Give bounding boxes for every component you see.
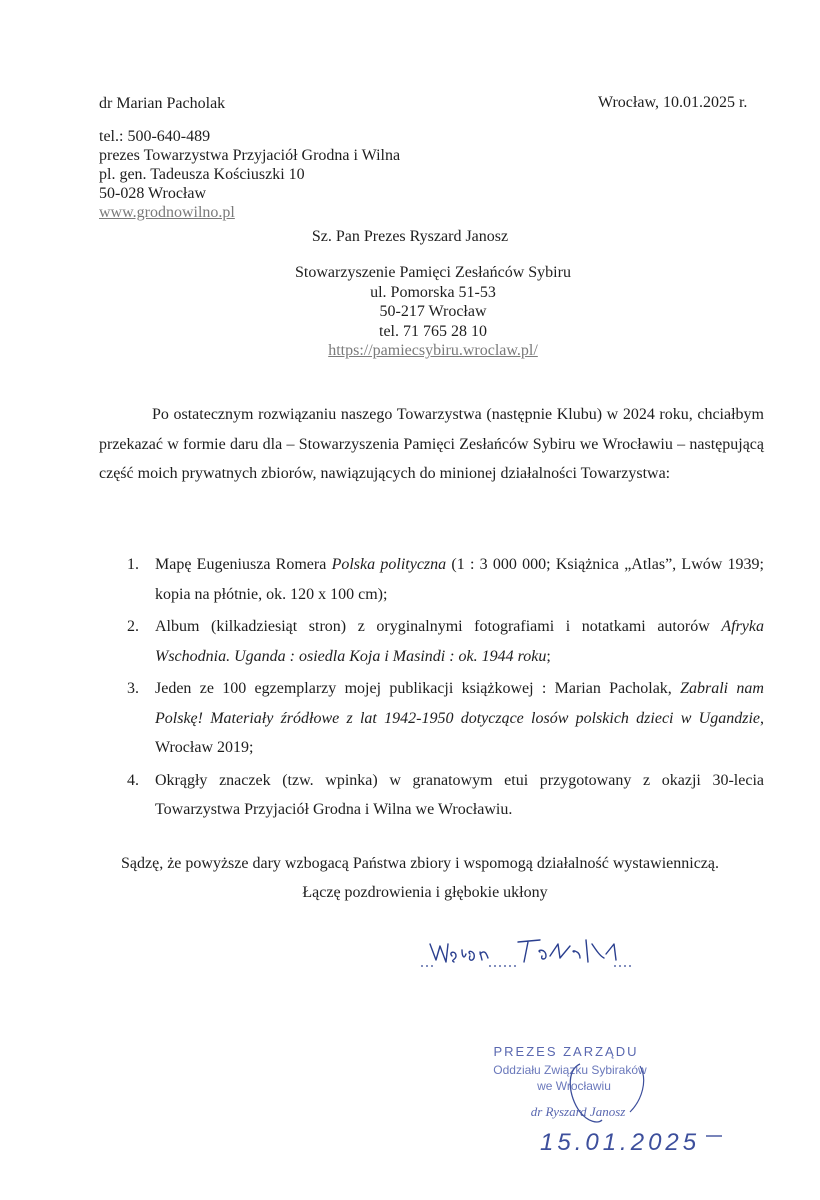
- handwritten-signature: [400, 930, 660, 980]
- list-item-text: Album (kilkadziesiąt stron) z oryginalnymi fotografiami i notatkami autorów: [155, 618, 722, 635]
- sender-city: 50-028 Wrocław: [99, 185, 207, 202]
- letter-date: Wrocław, 10.01.2025 r.: [598, 94, 748, 111]
- list-item-text: Okrągły znaczek (tzw. wpinka) w granatowym etui przygotowany z okazji 30-lecia Towarzystwa Przyjaciół Grodna i Wilna we Wrocławiu.: [155, 771, 764, 818]
- recipient-website-link[interactable]: https://pamiecsybiru.wroclaw.pl/: [328, 342, 538, 359]
- donation-list: [99, 550, 764, 828]
- list-item-number: 4.: [127, 771, 139, 789]
- closing-sentence: Sądzę, że powyższe dary wzbogacą Państwa zbiory i wspomogą działalność wystawienniczą.: [120, 855, 719, 872]
- recipient-block: [278, 263, 588, 361]
- sender-phone: tel.: 500-640-489: [99, 128, 211, 145]
- list-item: [99, 674, 764, 763]
- spacer: [99, 113, 400, 127]
- list-item-number: 2.: [127, 618, 139, 635]
- addressee: Sz. Pan Prezes Ryszard Janosz: [311, 228, 509, 245]
- list-item-text: Jeden ze 100 egzemplarzy mojej publikacji książkowej : Marian Pacholak,: [155, 680, 681, 697]
- list-item-text: Mapę Eugeniusza Romera: [155, 556, 332, 573]
- recipient-city: 50-217 Wrocław: [379, 303, 487, 320]
- list-item-number: 1.: [127, 556, 139, 573]
- list-item-title: Zabrali nam Polskę! Materiały źródłowe z lat 1942-1950 dotyczące losów polskich dzieci w Ugandzie: [155, 680, 764, 727]
- stamp-handwritten-date: 15.01.2025: [540, 1129, 701, 1156]
- list-item-text: , Wrocław 2019;: [155, 709, 764, 756]
- sender-role: prezes Towarzystwa Przyjaciół Grodna i Wilna: [99, 147, 401, 164]
- greeting: Łączę pozdrowienia i głębokie ukłony: [302, 884, 548, 901]
- list-item: [99, 766, 764, 825]
- list-item-text: ;: [546, 647, 551, 665]
- list-item: [99, 612, 764, 671]
- sender-block: [99, 94, 400, 222]
- sender-website-link[interactable]: www.grodnowilno.pl: [99, 204, 235, 221]
- list-item-title: Afryka Wschodnia. Uganda : osiedla Koja i Masindi : ok. 1944 roku: [155, 618, 764, 665]
- recipient-street: ul. Pomorska 51-53: [370, 283, 496, 301]
- recipient-org: Stowarzyszenie Pamięci Zesłańców Sybiru: [295, 264, 571, 281]
- intro-paragraph: Po ostatecznym rozwiązaniu naszego Towarzystwa (następnie Klubu) w 2024 roku, chciałbym przekazać w formie daru dla – Stowarzyszenia Pamięci Zesłańców Sybiru we Wrocławiu – następującą część moich prywatnych zbiorów, nawiązujących do minionej działalności Towarzystwa:: [99, 406, 764, 482]
- list-item: [99, 550, 764, 609]
- sender-street: pl. gen. Tadeusza Kościuszki 10: [99, 166, 305, 183]
- official-stamp: [470, 1040, 730, 1160]
- list-item-text: (1 : 3 000 000; Książnica „Atlas”, Lwów 1939; kopia na płótnie, ok. 120 x 100 cm);: [155, 556, 764, 603]
- stamp-line1: PREZES ZARZĄDU: [493, 1044, 639, 1059]
- signature-text: Marian Pacholak: [420, 978, 427, 979]
- list-item-number: 3.: [127, 680, 139, 697]
- stamp-name: dr Ryszard Janosz: [530, 1104, 626, 1119]
- stamp-line2: Oddziału Związku Sybiraków: [493, 1063, 647, 1077]
- stamp-line3: we Wrocławiu: [537, 1079, 611, 1093]
- list-item-title: Polska polityczna: [331, 556, 447, 573]
- sender-name: dr Marian Pacholak: [99, 95, 226, 112]
- recipient-phone: tel. 71 765 28 10: [379, 322, 487, 340]
